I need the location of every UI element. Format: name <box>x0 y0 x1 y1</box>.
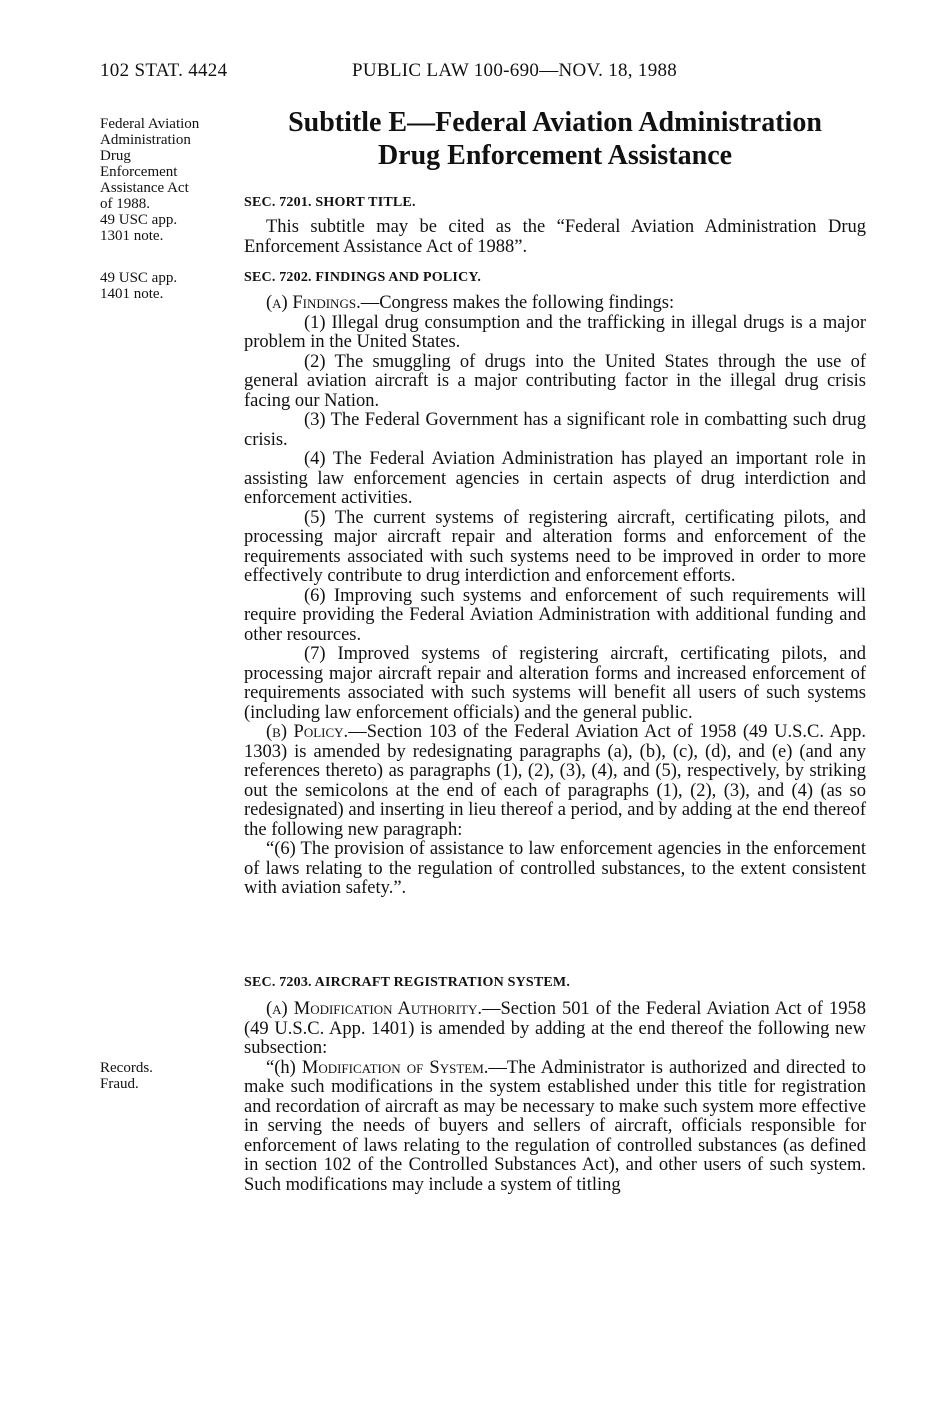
margin-note-line: Fraud. <box>100 1076 139 1092</box>
section-7201-heading: SEC. 7201. SHORT TITLE. <box>244 195 416 210</box>
margin-note-line: 49 USC app. <box>100 270 178 286</box>
subsection-h-label: Modification of System. <box>301 1057 489 1078</box>
finding-item: (1) Illegal drug consumption and the trafficking in illegal drugs is a major problem in the United States. <box>244 312 866 352</box>
policy-label: (b) Policy. <box>266 722 349 742</box>
subtitle-line-1: Subtitle E—Federal Aviation Administration <box>288 107 822 138</box>
margin-note-line: Records. <box>100 1060 153 1076</box>
finding-item: (7) Improved systems of registering aircraft, certificating pilots, and processing major aircraft repair and alteration forms and increased enforcement of requirements associated with such systems will benefit all users of such systems (including law enforcement officials) and the general public. <box>244 644 866 723</box>
subsection-h-text: —The Administrator is authorized and directed to make such modifications in the system established under this title for registration and recordation of aircraft as may be necessary to make such system more effective in serving the needs of buyers and sellers of aircraft, officials responsible for enforcement of laws relating to the regulation of controlled substances (as defined in section 102 of the Controlled Substances Act), and other users of such system. Such modifications may include a system of titling <box>244 1057 866 1195</box>
margin-note-line: Administration <box>100 132 191 148</box>
section-7203-heading: SEC. 7203. AIRCRAFT REGISTRATION SYSTEM. <box>244 975 571 990</box>
margin-note-line: 1401 note. <box>100 286 164 302</box>
subsection-h-paragraph <box>244 1059 866 1196</box>
modification-authority-label: (a) Modification Authority. <box>266 999 482 1019</box>
margin-note-records <box>100 1060 240 1092</box>
margin-note-line: Assistance Act <box>100 180 189 196</box>
page-stat-number: 102 STAT. 4424 <box>100 60 228 81</box>
subtitle-heading <box>244 106 866 172</box>
section-7202-heading: SEC. 7202. FINDINGS AND POLICY. <box>244 270 482 285</box>
findings-intro <box>244 294 866 314</box>
findings-intro-text: —Congress makes the following findings: <box>360 293 675 313</box>
margin-note-line: Drug <box>100 148 131 164</box>
finding-item: (5) The current systems of registering aircraft, certificating pilots, and processing major aircraft repair and alteration forms and enforcement of the requirements associated with such systems need to be improved in order to more effectively contribute to drug interdiction and enforcement efforts. <box>244 507 866 586</box>
policy-text: —Section 103 of the Federal Aviation Act of 1958 (49 U.S.C. App. 1303) is amended by redesignating paragraphs (a), (b), (c), (d), and (e) (and any references thereto) as paragraphs (1), (2), (3), (4), and (5), respectively, by striking out the semicolons at the end of each of paragraphs (1), (2), (3), and (4) (as so redesignated) and inserting in lieu thereof a period, and by adding at the end thereof the following new paragraph: <box>244 722 866 840</box>
section-7202-body <box>244 294 866 899</box>
margin-note-line: Enforcement <box>100 164 178 180</box>
finding-item: (3) The Federal Government has a significant role in combatting such drug crisis. <box>244 410 866 450</box>
page-law-header: PUBLIC LAW 100-690—NOV. 18, 1988 <box>352 60 678 81</box>
short-title-text: This subtitle may be cited as the “Federal Aviation Administration Drug Enforcement Assistance Act of 1988”. <box>244 217 866 257</box>
subsection-h-prefix: “(h) <box>266 1057 302 1078</box>
modification-authority-text: —Section 501 of the Federal Aviation Act of 1958 (49 U.S.C. App. 1401) is amended by adding at the end thereof the following new subsection: <box>244 999 866 1058</box>
margin-note-short-title <box>100 116 240 244</box>
finding-item: (4) The Federal Aviation Administration has played an important role in assisting law enforcement agencies in certain aspects of drug interdiction and enforcement activities. <box>244 449 866 508</box>
section-7203-body <box>244 1000 866 1195</box>
margin-note-line: 1301 note. <box>100 228 164 244</box>
finding-item: (6) Improving such systems and enforcement of such requirements will require providing the Federal Aviation Administration with additional funding and other resources. <box>244 585 866 645</box>
policy-paragraph <box>244 723 866 840</box>
margin-note-line: 49 USC app. <box>100 212 178 228</box>
findings-label: (a) Findings. <box>266 293 361 313</box>
quoted-paragraph: “(6) The provision of assistance to law enforcement agencies in the enforcement of laws relating to the regulation of controlled substances, to the extent consistent with aviation safety.”. <box>244 839 866 898</box>
margin-note-findings-cite <box>100 270 240 302</box>
section-7201-body <box>244 218 866 257</box>
margin-note-line: of 1988. <box>100 196 150 212</box>
subtitle-line-2: Drug Enforcement Assistance <box>377 140 733 171</box>
modification-authority-paragraph <box>244 1000 866 1059</box>
finding-item: (2) The smuggling of drugs into the United States through the use of general aviation aircraft is a major contributing factor in the illegal drug crisis facing our Nation. <box>244 351 866 411</box>
margin-note-line: Federal Aviation <box>100 116 200 132</box>
